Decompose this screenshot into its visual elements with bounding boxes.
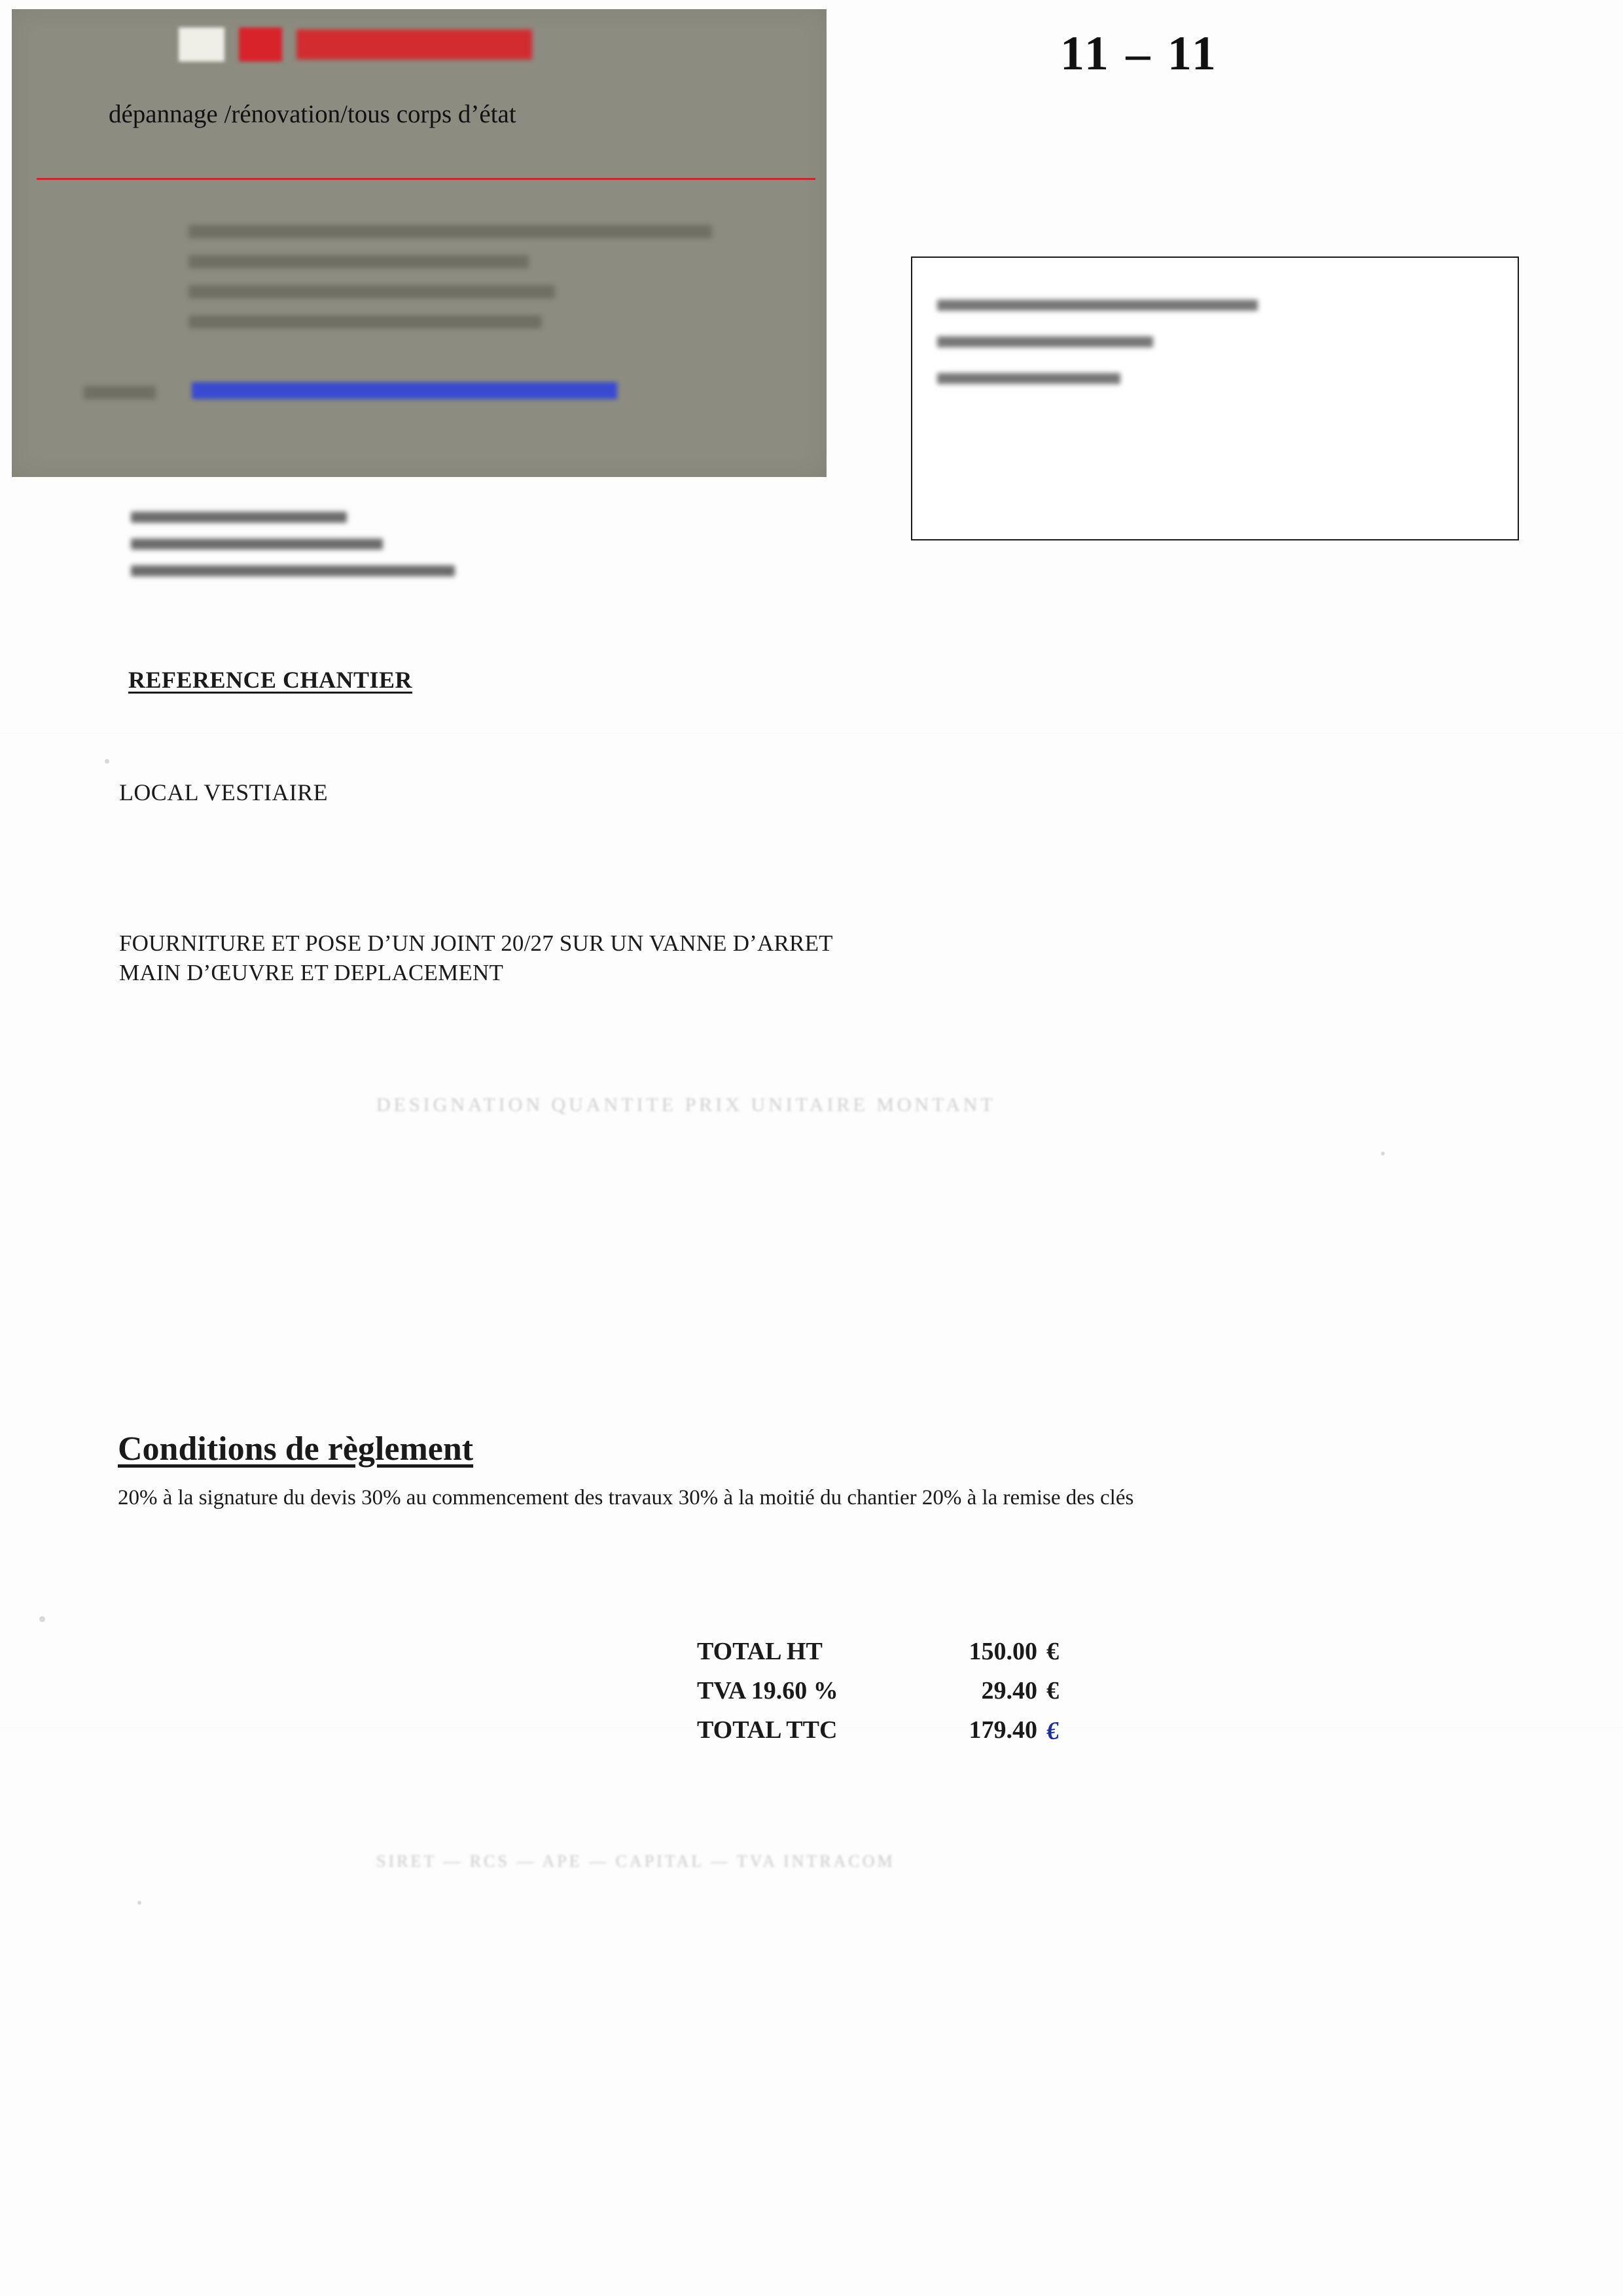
client-street-line: [937, 336, 1153, 347]
client-name-line: [937, 300, 1258, 311]
tva-label: TVA 19.60 %: [697, 1677, 838, 1704]
total-ht-row: [697, 1637, 1086, 1666]
work-description: [119, 929, 833, 988]
work-description-line-2: MAIN D’ŒUVRE ET DEPLACEMENT: [119, 959, 504, 985]
client-address-box: [911, 256, 1519, 540]
company-logo: [179, 27, 532, 62]
total-ht-label: TOTAL HT: [697, 1638, 823, 1665]
scan-speck: [1381, 1152, 1385, 1156]
document-date-line: [131, 512, 347, 523]
tva-currency: €: [1046, 1677, 1059, 1704]
document-number-line: [131, 539, 383, 550]
handwritten-page-number: 11 – 11: [1060, 27, 1219, 80]
tva-row: [697, 1676, 1086, 1705]
reference-chantier-title: REFERENCE CHANTIER: [128, 667, 413, 693]
client-city-line: [937, 373, 1120, 384]
logo-wordmark: [296, 29, 532, 60]
company-fax-line: [188, 315, 542, 328]
company-email-value: [192, 382, 617, 399]
logo-mark-icon: [179, 27, 224, 62]
company-phone-line: [188, 255, 529, 268]
scan-speck: [39, 1616, 45, 1622]
faded-table-header: DESIGNATION QUANTITE PRIX UNITAIRE MONTANT: [376, 1094, 996, 1116]
logo-mark-red-icon: [239, 27, 282, 62]
tva-value: 29.40: [981, 1677, 1037, 1704]
total-ttc-row: [697, 1716, 1086, 1744]
document-header-redacted: [131, 512, 471, 592]
total-ht-value: 150.00: [969, 1638, 1037, 1665]
total-ttc-currency: €: [1044, 1716, 1061, 1746]
totals-block: [697, 1637, 1086, 1755]
letterhead-divider: [37, 178, 815, 180]
company-tagline: dépannage /rénovation/tous corps d’état: [109, 100, 516, 128]
conditions-title: Conditions de règlement: [118, 1430, 474, 1468]
total-ttc-value: 179.40: [969, 1716, 1037, 1744]
document-type-line: [131, 565, 455, 576]
work-description-line-1: FOURNITURE ET POSE D’UN JOINT 20/27 SUR UN VANNE D’ARRET: [119, 930, 833, 956]
total-ttc-label: TOTAL TTC: [697, 1716, 838, 1744]
company-email-label: [84, 386, 156, 399]
total-ht-currency: €: [1046, 1638, 1059, 1665]
scan-speck: [105, 759, 109, 764]
scan-noise-band: [0, 1727, 1623, 1728]
letterhead-block: [12, 9, 827, 477]
faded-legal-footer: SIRET — RCS — APE — CAPITAL — TVA INTRACOM: [376, 1852, 895, 1871]
company-address-line: [188, 225, 712, 238]
company-mobile-line: [188, 285, 555, 298]
company-contact-block: [84, 225, 777, 345]
scan-speck: [137, 1901, 141, 1905]
conditions-text: 20% à la signature du devis 30% au commencement des travaux 30% à la moitié du chantier 20% à la remise des clés: [118, 1486, 1134, 1510]
chantier-location: LOCAL VESTIAIRE: [119, 779, 328, 805]
